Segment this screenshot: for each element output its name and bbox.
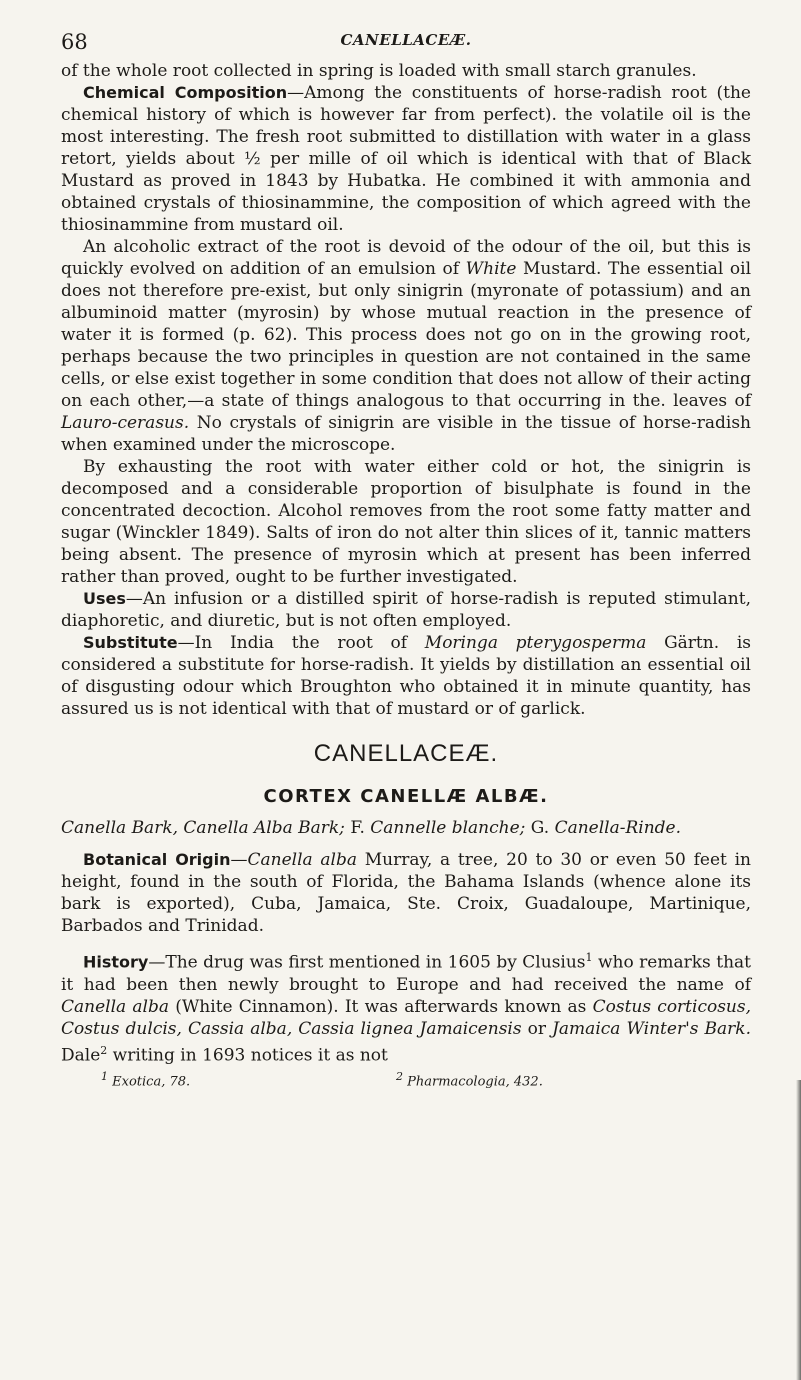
- history-italic-2: Costus corticosus, Costus dulcis, Cassia alba, Cassia lignea Jamaicensis: [61, 996, 752, 1039]
- substitute-text-b: Gärtn. is considered a substitute for horse-radish. It yields by distillation an essential oil of disgusting odour which Broughton who obtained it in minute quantity, has assured us is not identical with that of mustard or of garlick.: [61, 633, 751, 719]
- white-mustard-italic: White: [465, 259, 517, 279]
- history-text-6: writing in 1693 notices it as not: [107, 1045, 388, 1066]
- family-title: CANELLACEÆ.: [313, 740, 499, 767]
- footnote-2-text: Pharmacologia, 432.: [407, 1074, 543, 1090]
- footnote-1-number: 1: [101, 1070, 108, 1084]
- lauro-cerasus-italic: Lauro-cerasus.: [61, 413, 190, 433]
- chemical-paragraph-2: [61, 236, 751, 456]
- footnote-1: [101, 1070, 190, 1089]
- uses-text: —An infusion or a distilled spirit of horse-radish is reputed stimulant, diaphoretic, and diuretic, but is not often employed.: [61, 589, 751, 631]
- history-text-4: or: [521, 1018, 553, 1039]
- botanical-heading: Botanical Origin: [83, 850, 231, 869]
- history-heading: History: [83, 952, 149, 972]
- canella-alba-italic: Canella alba: [247, 850, 358, 870]
- footnote-2: [396, 1070, 543, 1089]
- uses-heading: Uses: [83, 589, 126, 608]
- synonym-english: Canella Bark, Canella Alba Bark;: [61, 818, 345, 838]
- uses-paragraph: [61, 588, 751, 632]
- history-paragraph: [61, 947, 751, 1066]
- footnote-1-text: Exotica, 78.: [112, 1074, 191, 1090]
- synonyms-line: [61, 817, 751, 839]
- history-text-2: who remarks that it had been then newly brought to Europe and had received the name of: [61, 952, 751, 995]
- history-text-5: Dale: [61, 1045, 101, 1066]
- history-text-3: (White Cinnamon). It was afterwards known as: [168, 996, 593, 1017]
- chemical-text-2b: Mustard. The essential oil does not therefore pre-exist, but only sinigrin (myronate of potassium) and an albuminoid matter (myrosin) by whose mutual reaction in the presence of water it is formed (p. 62). This process does not go on in the growing root, perhaps because the two principles in question are not contained in the same cells, or else exist together in some condition that does not allow of their acting on each other,—a state of things analogous to that occurring in the. leaves of: [61, 259, 751, 411]
- footnotes: [61, 1070, 751, 1090]
- synonym-french: Cannelle blanche;: [370, 818, 526, 838]
- synonym-g-label: G.: [525, 818, 555, 838]
- drug-title: CORTEX CANELLÆ ALBÆ.: [263, 786, 549, 807]
- chemical-paragraph-1: [61, 82, 751, 236]
- history-text-1: —The drug was first mentioned in 1605 by Clusius: [148, 952, 586, 973]
- history-italic-1: Canella alba: [61, 996, 169, 1017]
- history-italic-3: Jamaica Winter's Bark.: [552, 1018, 752, 1039]
- substitute-text-a: —In India the root of: [177, 633, 425, 653]
- footnote-ref-1[interactable]: 1: [585, 951, 593, 964]
- moringa-italic: Moringa pterygosperma: [424, 633, 647, 653]
- botanical-paragraph: [61, 849, 751, 937]
- running-head: [61, 30, 751, 60]
- continuation-paragraph: of the whole root collected in spring is loaded with small starch granules.: [61, 61, 697, 81]
- chemical-heading: Chemical Composition: [83, 83, 288, 102]
- book-page: [61, 30, 751, 1090]
- page-number: 68: [61, 30, 88, 54]
- footnote-2-number: 2: [396, 1070, 403, 1084]
- chemical-text-1: —Among the constituents of horse-radish root (the chemical history of which is however far from perfect). the volatile oil is the most interesting. The fresh root submitted to distillation with water in a glass retort, yields about ½ per mille of oil which is identical with that of Black Mustard as proved in 1843 by Hubatka. He combined it with ammonia and obtained crystals of thiosinammine, the composition of which agreed with the thiosinammine from mustard oil.: [61, 83, 751, 235]
- synonym-f-label: F.: [344, 818, 371, 838]
- running-title: CANELLACEÆ.: [340, 31, 472, 49]
- botanical-text: Murray, a tree, 20 to 30 or even 50 feet in height, found in the south of Florida, the Bahama Islands (whence alone its bark is exported), Cuba, Jamaica, Ste. Croix, Guadaloupe, Martinique, Barbados and Trinidad.: [61, 850, 752, 936]
- page-edge-shadow: [796, 1080, 801, 1380]
- chemical-paragraph-3: By exhausting the root with water either cold or hot, the sinigrin is decomposed and a considerable proportion of bisulphate is found in the concentrated decoction. Alcohol removes from the root some fatty matter and sugar (Winckler 1849). Salts of iron do not alter thin slices of it, tannic matters being absent. The presence of myrosin which at present has been inferred rather than proved, ought to be further investigated.: [61, 457, 751, 587]
- chemical-text-2c: No crystals of sinigrin are visible in the tissue of horse-radish when examined under the microscope.: [61, 413, 751, 455]
- botanical-dash: —: [230, 850, 248, 870]
- synonym-german: Canella-Rinde.: [554, 818, 682, 838]
- substitute-heading: Substitute: [83, 633, 178, 652]
- footnote-ref-2[interactable]: 2: [100, 1043, 108, 1057]
- substitute-paragraph: [61, 632, 751, 720]
- chemical-text-2a: An alcoholic extract of the root is devoid of the odour of the oil, but this is quickly evolved on addition of an emulsion of: [61, 237, 751, 279]
